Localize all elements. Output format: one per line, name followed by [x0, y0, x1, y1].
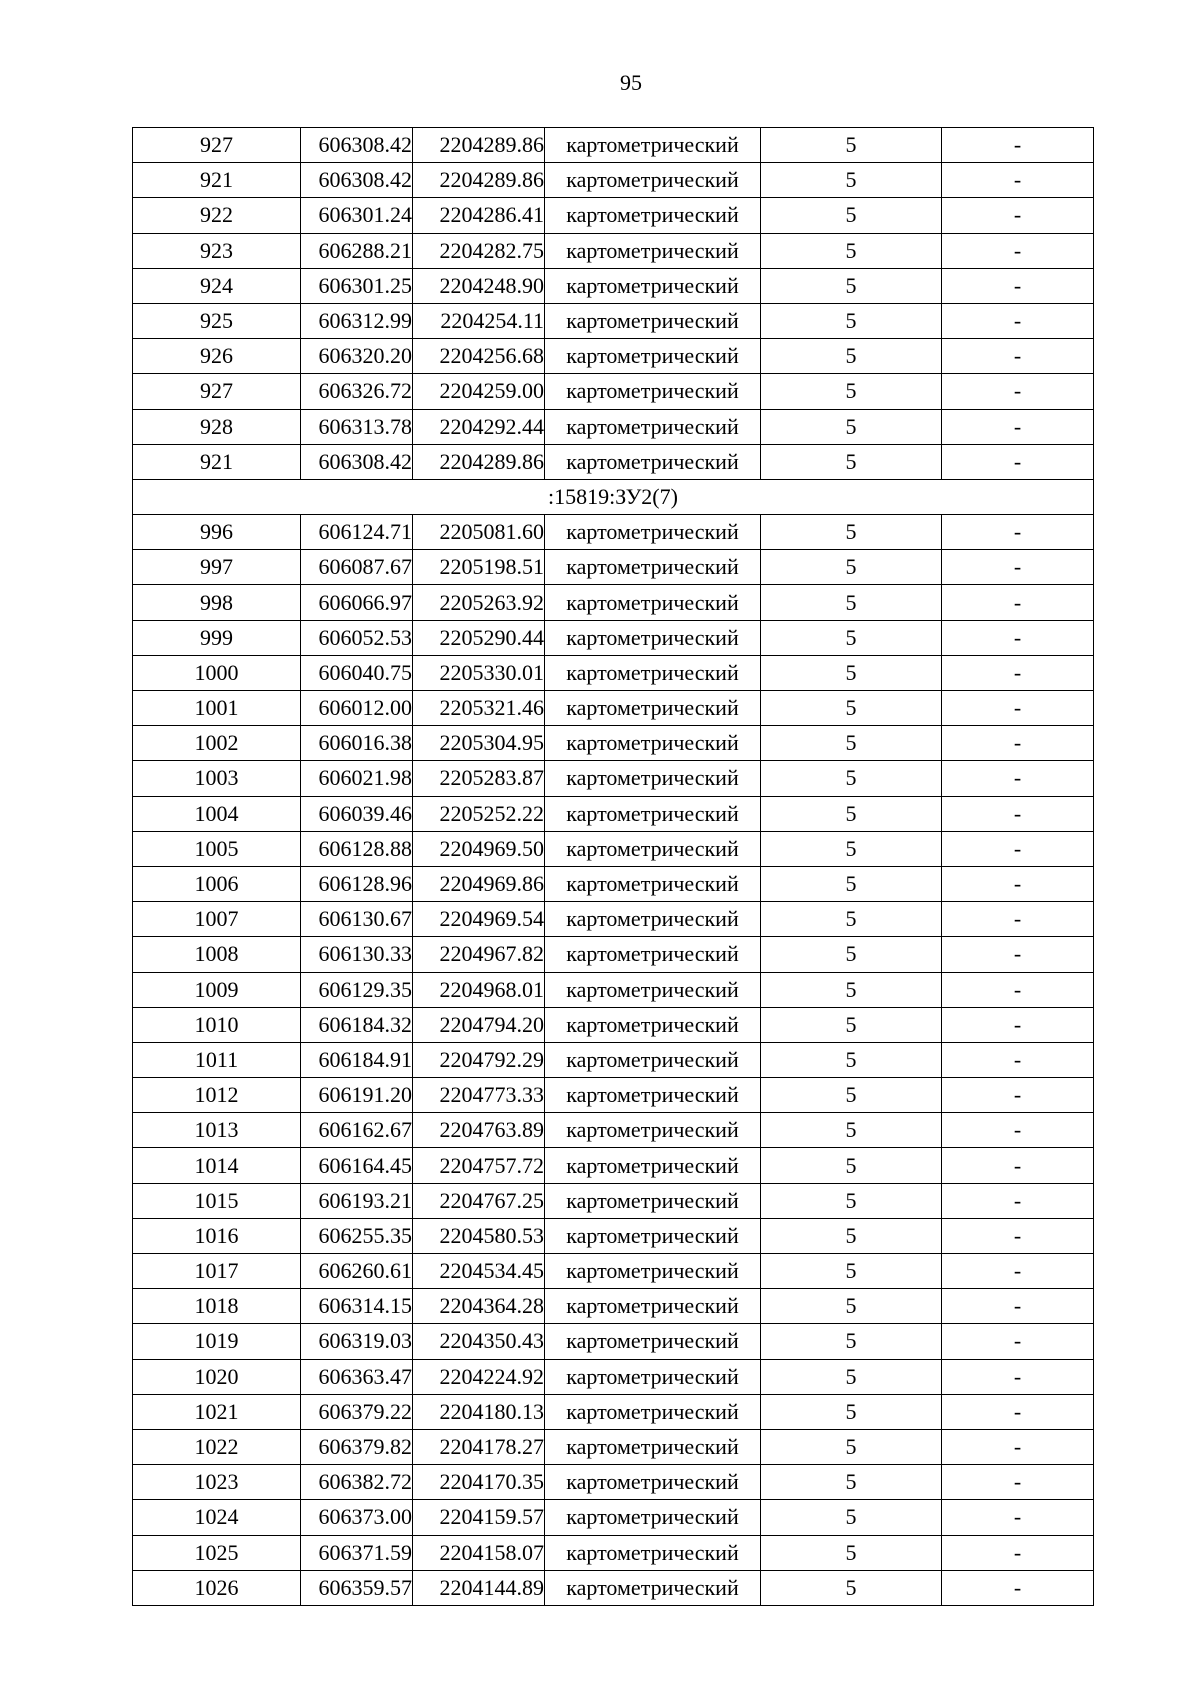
- coordinate-x: 606016.38: [301, 726, 413, 761]
- table-row: [133, 339, 1094, 374]
- method-cell: картометрический: [545, 1042, 761, 1077]
- point-number: 1022: [133, 1429, 301, 1464]
- accuracy-cell: 5: [761, 620, 942, 655]
- coordinate-x: 606326.72: [301, 374, 413, 409]
- note-cell: -: [942, 726, 1094, 761]
- table-row: [133, 163, 1094, 198]
- coordinate-y: 2204289.86: [413, 128, 545, 163]
- accuracy-cell: 5: [761, 1429, 942, 1464]
- table-row: [133, 902, 1094, 937]
- point-number: 1021: [133, 1394, 301, 1429]
- note-cell: -: [942, 902, 1094, 937]
- point-number: 1025: [133, 1535, 301, 1570]
- table-row: [133, 937, 1094, 972]
- point-number: 1018: [133, 1289, 301, 1324]
- accuracy-cell: 5: [761, 585, 942, 620]
- coordinate-x: 606164.45: [301, 1148, 413, 1183]
- table-row: [133, 1394, 1094, 1429]
- coordinate-y: 2204968.01: [413, 972, 545, 1007]
- point-number: 922: [133, 198, 301, 233]
- coordinate-y: 2204256.68: [413, 339, 545, 374]
- note-cell: -: [942, 374, 1094, 409]
- note-cell: -: [942, 1254, 1094, 1289]
- accuracy-cell: 5: [761, 1324, 942, 1359]
- table-row: [133, 1465, 1094, 1500]
- method-cell: картометрический: [545, 1394, 761, 1429]
- note-cell: -: [942, 339, 1094, 374]
- method-cell: картометрический: [545, 761, 761, 796]
- table-body-part-1: [133, 128, 1094, 480]
- table-row: [133, 655, 1094, 690]
- accuracy-cell: 5: [761, 1289, 942, 1324]
- coordinate-y: 2204792.29: [413, 1042, 545, 1077]
- coordinate-y: 2204967.82: [413, 937, 545, 972]
- accuracy-cell: 5: [761, 1394, 942, 1429]
- table-row: [133, 620, 1094, 655]
- table-row: [133, 726, 1094, 761]
- coordinate-x: 606308.42: [301, 163, 413, 198]
- table-row: [133, 1535, 1094, 1570]
- point-number: 999: [133, 620, 301, 655]
- coordinate-x: 606255.35: [301, 1218, 413, 1253]
- point-number: 1010: [133, 1007, 301, 1042]
- table-row: [133, 1218, 1094, 1253]
- page-number: 95: [620, 70, 642, 95]
- table-row: [133, 1183, 1094, 1218]
- coordinate-y: 2204350.43: [413, 1324, 545, 1359]
- method-cell: картометрический: [545, 1570, 761, 1605]
- coordinate-y: 2205283.87: [413, 761, 545, 796]
- point-number: 927: [133, 374, 301, 409]
- accuracy-cell: 5: [761, 831, 942, 866]
- table-row: [133, 1148, 1094, 1183]
- point-number: 1004: [133, 796, 301, 831]
- coordinate-y: 2205290.44: [413, 620, 545, 655]
- method-cell: картометрический: [545, 1218, 761, 1253]
- point-number: 926: [133, 339, 301, 374]
- table-row: [133, 1500, 1094, 1535]
- coordinate-x: 606021.98: [301, 761, 413, 796]
- method-cell: картометрический: [545, 1254, 761, 1289]
- coordinate-y: 2204159.57: [413, 1500, 545, 1535]
- point-number: 1006: [133, 866, 301, 901]
- point-number: 1011: [133, 1042, 301, 1077]
- method-cell: картометрический: [545, 233, 761, 268]
- method-cell: картометрический: [545, 655, 761, 690]
- point-number: 921: [133, 163, 301, 198]
- coordinate-y: 2204144.89: [413, 1570, 545, 1605]
- note-cell: -: [942, 163, 1094, 198]
- coordinate-x: 606162.67: [301, 1113, 413, 1148]
- accuracy-cell: 5: [761, 937, 942, 972]
- point-number: 998: [133, 585, 301, 620]
- coordinate-x: 606130.67: [301, 902, 413, 937]
- coordinate-x: 606379.82: [301, 1429, 413, 1464]
- method-cell: картометрический: [545, 972, 761, 1007]
- accuracy-cell: 5: [761, 128, 942, 163]
- coordinate-x: 606012.00: [301, 691, 413, 726]
- point-number: 1007: [133, 902, 301, 937]
- note-cell: -: [942, 1289, 1094, 1324]
- table-row: [133, 233, 1094, 268]
- coordinate-y: 2204757.72: [413, 1148, 545, 1183]
- coordinate-y: 2204178.27: [413, 1429, 545, 1464]
- coordinate-y: 2204289.86: [413, 163, 545, 198]
- table-row: [133, 1078, 1094, 1113]
- coordinate-x: 606301.24: [301, 198, 413, 233]
- note-cell: -: [942, 1535, 1094, 1570]
- note-cell: -: [942, 198, 1094, 233]
- method-cell: картометрический: [545, 198, 761, 233]
- point-number: 996: [133, 515, 301, 550]
- method-cell: картометрический: [545, 1183, 761, 1218]
- note-cell: -: [942, 1429, 1094, 1464]
- note-cell: -: [942, 620, 1094, 655]
- coordinate-x: 606130.33: [301, 937, 413, 972]
- coordinate-x: 606308.42: [301, 128, 413, 163]
- point-number: 1005: [133, 831, 301, 866]
- coordinate-y: 2204158.07: [413, 1535, 545, 1570]
- coordinate-x: 606371.59: [301, 1535, 413, 1570]
- accuracy-cell: 5: [761, 303, 942, 338]
- table-row: [133, 128, 1094, 163]
- point-number: 1009: [133, 972, 301, 1007]
- section-label: :15819:ЗУ2(7): [133, 479, 1094, 514]
- coordinate-x: 606379.22: [301, 1394, 413, 1429]
- table-row: [133, 409, 1094, 444]
- point-number: 921: [133, 444, 301, 479]
- method-cell: картометрический: [545, 163, 761, 198]
- method-cell: картометрический: [545, 1113, 761, 1148]
- point-number: 1023: [133, 1465, 301, 1500]
- note-cell: -: [942, 1324, 1094, 1359]
- coordinate-x: 606363.47: [301, 1359, 413, 1394]
- note-cell: -: [942, 409, 1094, 444]
- coordinate-x: 606301.25: [301, 268, 413, 303]
- method-cell: картометрический: [545, 374, 761, 409]
- coordinate-x: 606288.21: [301, 233, 413, 268]
- accuracy-cell: 5: [761, 339, 942, 374]
- note-cell: -: [942, 1500, 1094, 1535]
- method-cell: картометрический: [545, 303, 761, 338]
- table-row: [133, 1113, 1094, 1148]
- point-number: 1019: [133, 1324, 301, 1359]
- table-row: [133, 585, 1094, 620]
- method-cell: картометрический: [545, 796, 761, 831]
- accuracy-cell: 5: [761, 1042, 942, 1077]
- note-cell: -: [942, 1394, 1094, 1429]
- method-cell: картометрический: [545, 1359, 761, 1394]
- accuracy-cell: 5: [761, 1007, 942, 1042]
- coordinate-x: 606314.15: [301, 1289, 413, 1324]
- point-number: 1008: [133, 937, 301, 972]
- coordinate-y: 2205304.95: [413, 726, 545, 761]
- method-cell: картометрический: [545, 902, 761, 937]
- coordinate-x: 606129.35: [301, 972, 413, 1007]
- table-row: [133, 268, 1094, 303]
- coordinate-y: 2204292.44: [413, 409, 545, 444]
- method-cell: картометрический: [545, 128, 761, 163]
- table-row: [133, 831, 1094, 866]
- coordinate-y: 2204248.90: [413, 268, 545, 303]
- method-cell: картометрический: [545, 726, 761, 761]
- table-row: [133, 972, 1094, 1007]
- accuracy-cell: 5: [761, 515, 942, 550]
- accuracy-cell: 5: [761, 1183, 942, 1218]
- note-cell: -: [942, 550, 1094, 585]
- note-cell: -: [942, 761, 1094, 796]
- method-cell: картометрический: [545, 585, 761, 620]
- accuracy-cell: 5: [761, 1078, 942, 1113]
- coordinate-x: 606308.42: [301, 444, 413, 479]
- note-cell: -: [942, 937, 1094, 972]
- point-number: 1024: [133, 1500, 301, 1535]
- coordinate-x: 606193.21: [301, 1183, 413, 1218]
- note-cell: -: [942, 1183, 1094, 1218]
- note-cell: -: [942, 972, 1094, 1007]
- method-cell: картометрический: [545, 1324, 761, 1359]
- method-cell: картометрический: [545, 866, 761, 901]
- method-cell: картометрический: [545, 1007, 761, 1042]
- coordinate-y: 2204170.35: [413, 1465, 545, 1500]
- note-cell: -: [942, 655, 1094, 690]
- coordinate-y: 2204580.53: [413, 1218, 545, 1253]
- table-row: [133, 1570, 1094, 1605]
- table-row: [133, 866, 1094, 901]
- accuracy-cell: 5: [761, 1113, 942, 1148]
- coordinate-y: 2205263.92: [413, 585, 545, 620]
- accuracy-cell: 5: [761, 1535, 942, 1570]
- table-row: [133, 515, 1094, 550]
- coordinate-y: 2204763.89: [413, 1113, 545, 1148]
- coordinate-y: 2204224.92: [413, 1359, 545, 1394]
- accuracy-cell: 5: [761, 1570, 942, 1605]
- method-cell: картометрический: [545, 339, 761, 374]
- table-row: [133, 1359, 1094, 1394]
- accuracy-cell: 5: [761, 1148, 942, 1183]
- method-cell: картометрический: [545, 409, 761, 444]
- coordinate-y: 2204286.41: [413, 198, 545, 233]
- coordinate-y: 2204534.45: [413, 1254, 545, 1289]
- method-cell: картометрический: [545, 620, 761, 655]
- accuracy-cell: 5: [761, 761, 942, 796]
- coordinate-x: 606087.67: [301, 550, 413, 585]
- coordinate-x: 606373.00: [301, 1500, 413, 1535]
- coordinate-x: 606066.97: [301, 585, 413, 620]
- accuracy-cell: 5: [761, 233, 942, 268]
- point-number: 1015: [133, 1183, 301, 1218]
- note-cell: -: [942, 1359, 1094, 1394]
- method-cell: картометрический: [545, 444, 761, 479]
- accuracy-cell: 5: [761, 1465, 942, 1500]
- table-row: [133, 550, 1094, 585]
- method-cell: картометрический: [545, 1465, 761, 1500]
- coordinate-x: 606260.61: [301, 1254, 413, 1289]
- coordinate-y: 2205081.60: [413, 515, 545, 550]
- note-cell: -: [942, 268, 1094, 303]
- point-number: 997: [133, 550, 301, 585]
- coordinate-x: 606320.20: [301, 339, 413, 374]
- accuracy-cell: 5: [761, 796, 942, 831]
- coordinate-x: 606128.88: [301, 831, 413, 866]
- point-number: 1001: [133, 691, 301, 726]
- table-row: [133, 1254, 1094, 1289]
- accuracy-cell: 5: [761, 550, 942, 585]
- method-cell: картометрический: [545, 1289, 761, 1324]
- note-cell: -: [942, 1465, 1094, 1500]
- coordinate-y: 2205198.51: [413, 550, 545, 585]
- method-cell: картометрический: [545, 550, 761, 585]
- note-cell: -: [942, 515, 1094, 550]
- coordinate-x: 606382.72: [301, 1465, 413, 1500]
- accuracy-cell: 5: [761, 409, 942, 444]
- coordinate-y: 2204259.00: [413, 374, 545, 409]
- accuracy-cell: 5: [761, 866, 942, 901]
- point-number: 1016: [133, 1218, 301, 1253]
- coordinate-x: 606128.96: [301, 866, 413, 901]
- point-number: 1013: [133, 1113, 301, 1148]
- method-cell: картометрический: [545, 1500, 761, 1535]
- accuracy-cell: 5: [761, 691, 942, 726]
- note-cell: -: [942, 1007, 1094, 1042]
- note-cell: -: [942, 1148, 1094, 1183]
- point-number: 1000: [133, 655, 301, 690]
- accuracy-cell: 5: [761, 374, 942, 409]
- note-cell: -: [942, 796, 1094, 831]
- coordinate-x: 606191.20: [301, 1078, 413, 1113]
- coordinate-x: 606319.03: [301, 1324, 413, 1359]
- point-number: 928: [133, 409, 301, 444]
- table-row: [133, 796, 1094, 831]
- accuracy-cell: 5: [761, 444, 942, 479]
- coordinate-y: 2204282.75: [413, 233, 545, 268]
- method-cell: картометрический: [545, 268, 761, 303]
- coordinate-y: 2204180.13: [413, 1394, 545, 1429]
- note-cell: -: [942, 1570, 1094, 1605]
- point-number: 1017: [133, 1254, 301, 1289]
- table-row: [133, 1429, 1094, 1464]
- coordinate-x: 606313.78: [301, 409, 413, 444]
- coordinate-x: 606052.53: [301, 620, 413, 655]
- coordinate-y: 2204969.86: [413, 866, 545, 901]
- note-cell: -: [942, 691, 1094, 726]
- point-number: 1020: [133, 1359, 301, 1394]
- point-number: 1026: [133, 1570, 301, 1605]
- table-body-part-2: [133, 515, 1094, 1606]
- coordinates-table: [132, 127, 1094, 1606]
- method-cell: картометрический: [545, 515, 761, 550]
- point-number: 927: [133, 128, 301, 163]
- section-header-row: [133, 479, 1094, 514]
- method-cell: картометрический: [545, 937, 761, 972]
- table-row: [133, 761, 1094, 796]
- table-row: [133, 691, 1094, 726]
- table-row: [133, 1289, 1094, 1324]
- coordinate-x: 606040.75: [301, 655, 413, 690]
- point-number: 924: [133, 268, 301, 303]
- accuracy-cell: 5: [761, 1359, 942, 1394]
- coordinate-y: 2204773.33: [413, 1078, 545, 1113]
- method-cell: картометрический: [545, 1078, 761, 1113]
- table-row: [133, 303, 1094, 338]
- accuracy-cell: 5: [761, 1500, 942, 1535]
- accuracy-cell: 5: [761, 268, 942, 303]
- accuracy-cell: 5: [761, 972, 942, 1007]
- coordinate-x: 606312.99: [301, 303, 413, 338]
- coordinate-y: 2205252.22: [413, 796, 545, 831]
- method-cell: картометрический: [545, 1535, 761, 1570]
- accuracy-cell: 5: [761, 1254, 942, 1289]
- table-row: [133, 444, 1094, 479]
- note-cell: -: [942, 1078, 1094, 1113]
- method-cell: картометрический: [545, 831, 761, 866]
- note-cell: -: [942, 233, 1094, 268]
- point-number: 923: [133, 233, 301, 268]
- method-cell: картометрический: [545, 691, 761, 726]
- table-row: [133, 198, 1094, 233]
- coordinate-y: 2205321.46: [413, 691, 545, 726]
- coordinate-x: 606184.32: [301, 1007, 413, 1042]
- accuracy-cell: 5: [761, 198, 942, 233]
- coordinate-y: 2204254.11: [413, 303, 545, 338]
- table-row: [133, 1007, 1094, 1042]
- note-cell: -: [942, 1218, 1094, 1253]
- note-cell: -: [942, 303, 1094, 338]
- coordinate-y: 2205330.01: [413, 655, 545, 690]
- note-cell: -: [942, 1113, 1094, 1148]
- point-number: 1002: [133, 726, 301, 761]
- coordinate-y: 2204969.50: [413, 831, 545, 866]
- point-number: 1012: [133, 1078, 301, 1113]
- point-number: 925: [133, 303, 301, 338]
- coordinate-x: 606184.91: [301, 1042, 413, 1077]
- point-number: 1014: [133, 1148, 301, 1183]
- coordinate-x: 606039.46: [301, 796, 413, 831]
- section-header: [133, 479, 1094, 514]
- note-cell: -: [942, 585, 1094, 620]
- table-row: [133, 1042, 1094, 1077]
- table-row: [133, 1324, 1094, 1359]
- coordinate-x: 606359.57: [301, 1570, 413, 1605]
- coordinate-x: 606124.71: [301, 515, 413, 550]
- accuracy-cell: 5: [761, 902, 942, 937]
- accuracy-cell: 5: [761, 655, 942, 690]
- coordinate-y: 2204969.54: [413, 902, 545, 937]
- accuracy-cell: 5: [761, 726, 942, 761]
- note-cell: -: [942, 831, 1094, 866]
- coordinate-y: 2204767.25: [413, 1183, 545, 1218]
- point-number: 1003: [133, 761, 301, 796]
- method-cell: картометрический: [545, 1148, 761, 1183]
- note-cell: -: [942, 444, 1094, 479]
- coordinate-y: 2204289.86: [413, 444, 545, 479]
- accuracy-cell: 5: [761, 1218, 942, 1253]
- method-cell: картометрический: [545, 1429, 761, 1464]
- table-row: [133, 374, 1094, 409]
- note-cell: -: [942, 128, 1094, 163]
- coordinate-y: 2204364.28: [413, 1289, 545, 1324]
- note-cell: -: [942, 1042, 1094, 1077]
- note-cell: -: [942, 866, 1094, 901]
- accuracy-cell: 5: [761, 163, 942, 198]
- coordinate-y: 2204794.20: [413, 1007, 545, 1042]
